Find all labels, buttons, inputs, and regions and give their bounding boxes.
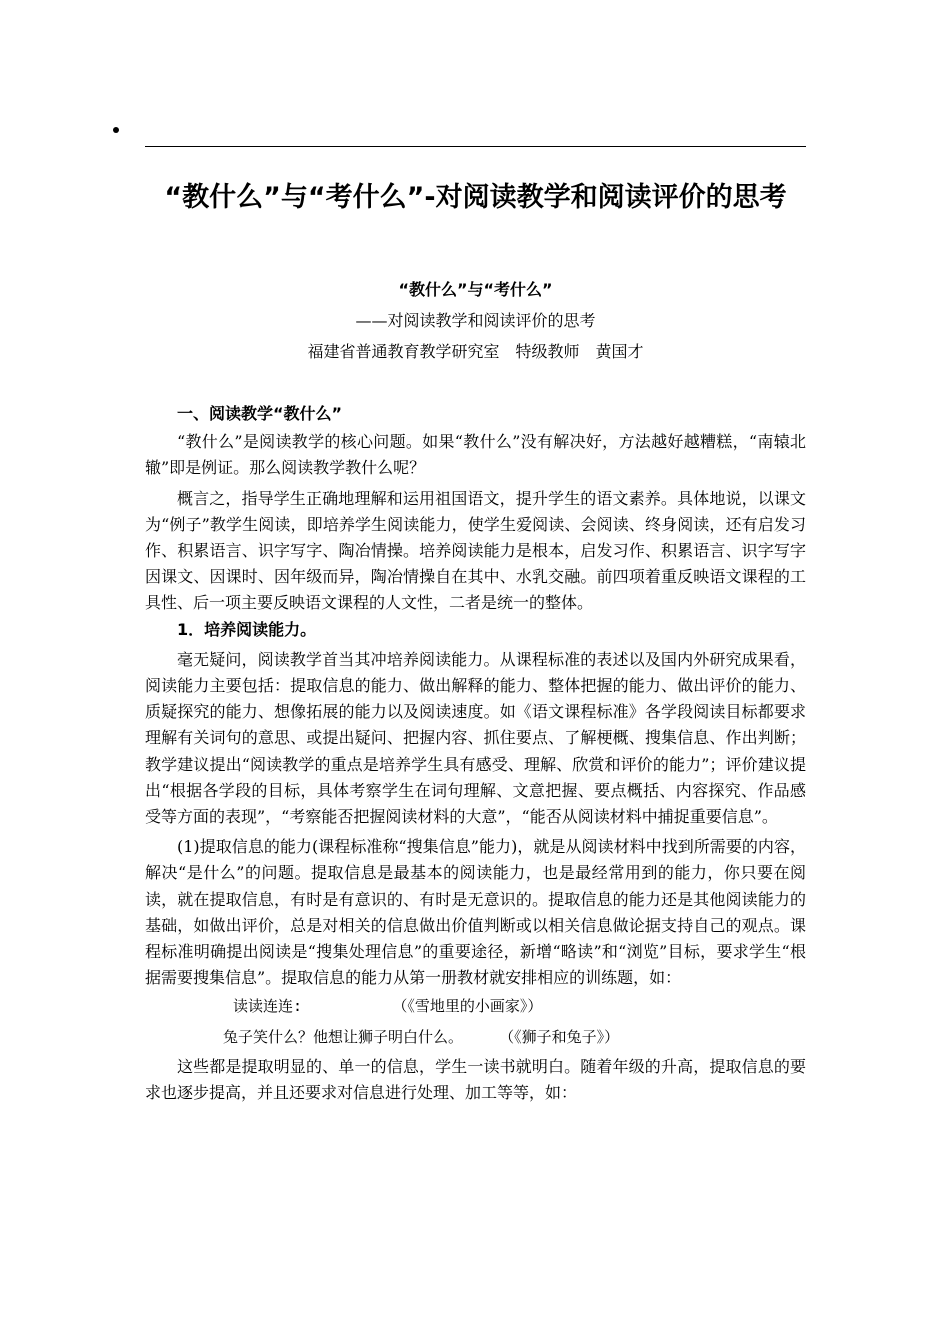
example-source: （《雪地里的小画家》） xyxy=(392,997,543,1016)
paragraph: 毫无疑问，阅读教学首当其冲培养阅读能力。从课程标准的表述以及国内外研究成果看，阅读能力主要包括：提取信息的能力、做出解释的能力、整体把握的能力、做出评价的能力、质疑探究的能力、想像拓展的能力以及阅读速度。如《语文课程标准》各学段阅读目标都要求理解有关词句的意思、或提出疑问、把握内容、抓住要点、了解梗概、搜集信息、作出判断；教学建议提出“阅读教学的重点是培养学生具有感受、理解、欣赏和评价的能力”；评价建议提出“根据各学段的目标，具体考察学生在词句理解、文意把握、要点概括、内容探究、作品感受等方面的表现”，“考察能否把握阅读材料的大意”，“能否从阅读材料中捕捉重要信息”。 xyxy=(145,649,806,827)
bullet-dot xyxy=(113,127,119,133)
example-text: 兔子笑什么？他想让狮子明白什么。 xyxy=(223,1027,464,1046)
subsection-heading: 1．培养阅读能力。 xyxy=(177,619,317,639)
top-rule xyxy=(145,146,806,147)
example-source: （《狮子和兔子》） xyxy=(499,1027,620,1046)
example-line xyxy=(145,1024,806,1050)
page-title: “教什么”与“考什么”-对阅读教学和阅读评价的思考 xyxy=(164,182,787,213)
paragraph: 概言之，指导学生正确地理解和运用祖国语文，提升学生的语文素养。具体地说，以课文为“例子”教学生阅读，即培养学生阅读能力，使学生爱阅读、会阅读、终身阅读，还有启发习作、积累语言、识字写字、陶冶情操。培养阅读能力是根本，启发习作、积累语言、识字写字因课文、因课时、因年级而异，陶冶情操自在其中、水乳交融。前四项着重反映语文课程的工具性、后一项主要反映语文课程的人文性，二者是统一的整体。 xyxy=(145,488,806,613)
subtitle: “教什么”与“考什么” xyxy=(398,280,553,299)
example-text: 读读连连: xyxy=(233,997,303,1016)
section-heading: 一、阅读教学“教什么” xyxy=(177,404,343,423)
paragraph: 这些都是提取明显的、单一的信息，学生一读书就明白。随着年级的升高，提取信息的要求也逐步提高，并且还要求对信息进行处理、加工等等，如： xyxy=(145,1056,806,1103)
example-line xyxy=(145,993,806,1019)
article-body xyxy=(145,401,806,1106)
paragraph: (1)提取信息的能力(课程标准称“搜集信息”能力)，就是从阅读材料中找到所需要的内容，解决“是什么”的问题。提取信息是最基本的阅读能力，也是最经常用到的能力，你只要在阅读，就在提取信息，有时是有意识的、有时是无意识的。提取信息的能力还是其他阅读能力的基础，如做出评价，总是对相关的信息做出价值判断或以相关信息做论据支持自己的观点。课程标准明确提出阅读是“搜集处理信息”的重要途径，新增“略读”和“浏览”目标，要求学生“根据需要搜集信息”。提取信息的能力从第一册教材就安排相应的训练题，如： xyxy=(145,837,806,988)
subtitle-secondary: ——对阅读教学和阅读评价的思考 xyxy=(355,311,596,330)
paragraph: “教什么”是阅读教学的核心问题。如果“教什么”没有解决好，方法越好越糟糕，“南辕北辙”即是例证。那么阅读教学教什么呢？ xyxy=(145,432,806,478)
author-byline: 福建省普通教育教学研究室 特级教师 黄国才 xyxy=(307,342,644,361)
